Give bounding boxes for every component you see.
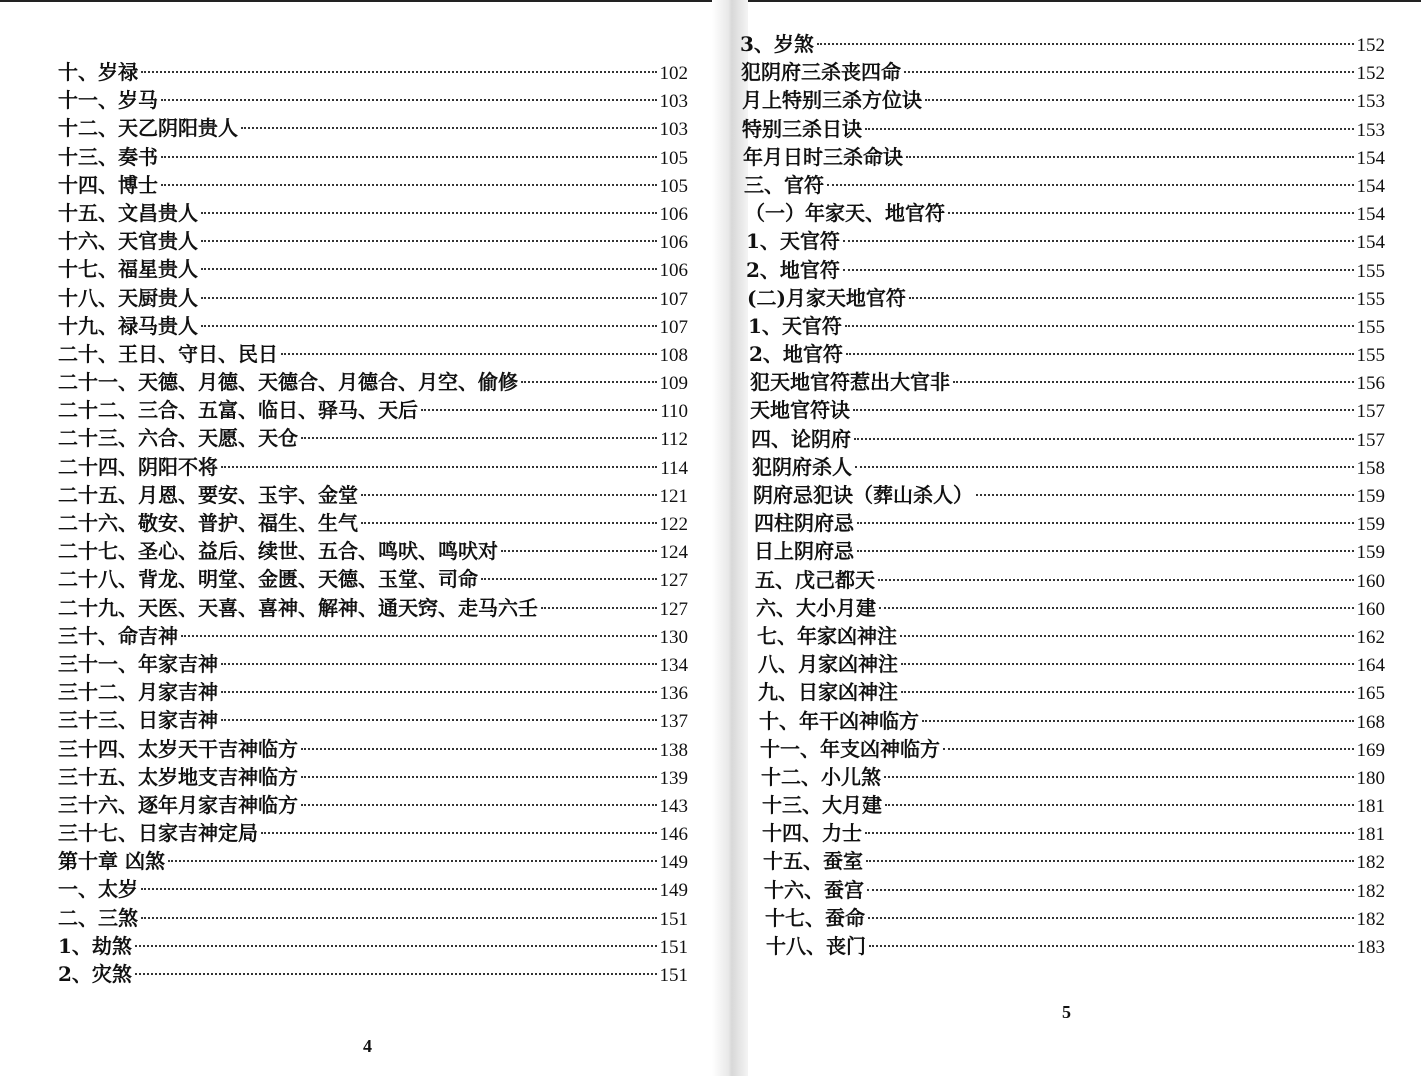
toc-entry	[740, 312, 1385, 340]
dot-leader	[201, 240, 657, 242]
toc-entry-title: 2、地官符	[749, 342, 843, 367]
toc-entry-title: 八、月家凶神注	[758, 652, 898, 677]
toc-entry-page: 149	[659, 880, 688, 902]
dot-leader	[181, 635, 657, 637]
toc-entry	[58, 706, 688, 734]
dot-leader	[925, 99, 1354, 101]
dot-leader	[361, 522, 657, 524]
toc-entry-page: 154	[1356, 204, 1385, 226]
toc-entry	[58, 509, 688, 537]
dot-leader	[827, 184, 1354, 186]
toc-entry	[58, 763, 688, 791]
toc-entry-title: 二十一、天德、月德、天德合、月德合、月空、偷修	[58, 370, 518, 395]
toc-entry	[740, 650, 1385, 678]
toc-entry-title: 四、论阴府	[751, 426, 851, 451]
dot-leader	[301, 437, 657, 439]
toc-entry	[58, 678, 688, 706]
dot-leader	[421, 409, 657, 411]
toc-entry	[58, 114, 688, 142]
toc-entry-page: 110	[660, 401, 688, 423]
toc-entry-page: 159	[1356, 514, 1385, 536]
toc-entry	[58, 594, 688, 622]
toc-entry-page: 158	[1356, 457, 1385, 479]
toc-entry-title: (二)月家天地官符	[747, 285, 906, 310]
dot-leader	[261, 832, 657, 834]
toc-entry-title: 四柱阴府忌	[754, 511, 854, 536]
toc-entry-title: 犯天地官符惹出大官非	[750, 370, 950, 395]
toc-entry	[58, 960, 688, 988]
toc-entry-title: 十四、博士	[58, 172, 158, 197]
toc-entry	[740, 199, 1385, 227]
toc-entry-page: 156	[1356, 373, 1385, 395]
toc-entry	[58, 284, 688, 312]
toc-entry-title: 二十七、圣心、益后、续世、五合、鸣吠、鸣吠对	[58, 539, 498, 564]
dot-leader	[843, 269, 1354, 271]
dot-leader	[135, 945, 657, 947]
toc-entry-title: 十一、年支凶神临方	[760, 736, 940, 761]
toc-entry	[740, 453, 1385, 481]
toc-entry-title: 三十三、日家吉神	[58, 708, 218, 733]
toc-entry-page: 149	[659, 852, 688, 874]
toc-entry	[740, 566, 1385, 594]
dot-leader	[481, 578, 657, 580]
toc-entry-page: 165	[1356, 683, 1385, 705]
toc-entry-title: 2、灾煞	[58, 962, 132, 986]
toc-entry-page: 153	[1356, 91, 1385, 113]
toc-entry-page: 146	[659, 824, 688, 846]
dot-leader	[846, 353, 1354, 355]
toc-entry-page: 154	[1356, 232, 1385, 254]
dot-leader	[904, 71, 1354, 73]
dot-leader	[866, 860, 1354, 862]
toc-entry-title: 天地官符诀	[750, 398, 850, 423]
toc-entry-page: 153	[1356, 119, 1385, 141]
dot-leader	[948, 212, 1354, 214]
toc-entry	[740, 932, 1385, 960]
toc-entry-page: 107	[659, 316, 688, 338]
toc-entry	[740, 847, 1385, 875]
dot-leader	[201, 325, 657, 327]
dot-leader	[878, 579, 1354, 581]
toc-entry-page: 160	[1356, 570, 1385, 592]
toc-entry-page: 103	[659, 119, 688, 141]
toc-entry	[58, 340, 688, 368]
toc-entry-title: 十八、丧门	[766, 934, 866, 958]
toc-entry-title: 三十四、太岁天干吉神临方	[58, 736, 298, 761]
dot-leader	[141, 917, 657, 919]
toc-entry-page: 122	[659, 514, 688, 535]
toc-entry-page: 182	[1356, 880, 1385, 902]
dot-leader	[976, 494, 1354, 496]
toc-entry-title: 三十五、太岁地支吉神临方	[58, 764, 298, 789]
toc-entry	[740, 735, 1385, 763]
toc-entry-title: 二十五、月恩、要安、玉宇、金堂	[58, 482, 358, 507]
dot-leader	[521, 381, 657, 383]
toc-entry-page: 155	[1356, 345, 1385, 367]
toc-entry	[58, 58, 688, 86]
toc-entry-page: 103	[659, 91, 688, 113]
toc-entry-page: 182	[1356, 852, 1385, 874]
toc-entry	[740, 678, 1385, 706]
dot-leader	[901, 663, 1354, 665]
toc-entry-title: 3、岁煞	[740, 32, 814, 56]
toc-entry-page: 164	[1356, 655, 1385, 677]
toc-entry	[740, 256, 1385, 284]
toc-entry-title: 十三、奏书	[58, 144, 158, 169]
toc-entry	[740, 58, 1385, 86]
toc-entry	[58, 424, 688, 452]
right-page	[740, 0, 1421, 1076]
dot-leader	[857, 522, 1354, 524]
toc-entry-title: 五、戊己都天	[755, 567, 875, 592]
dot-leader	[281, 353, 657, 355]
toc-entry-page: 180	[1356, 767, 1385, 789]
toc-entry-title: 第十章 凶煞	[58, 849, 165, 874]
toc-entry-page: 108	[659, 344, 688, 366]
toc-entry-page: 102	[659, 63, 688, 84]
toc-entry-page: 159	[1356, 542, 1385, 564]
toc-entry-title: 十五、文昌贵人	[58, 200, 198, 225]
toc-entry-page: 138	[659, 739, 688, 761]
toc-entry	[740, 594, 1385, 622]
toc-entry	[58, 481, 688, 509]
toc-entry-title: 二十八、背龙、明堂、金匮、天德、玉堂、司命	[58, 567, 478, 592]
toc-entry-page: 112	[660, 429, 688, 451]
dot-leader	[879, 607, 1354, 609]
dot-leader	[845, 325, 1354, 327]
toc-entry	[740, 340, 1385, 368]
toc-entry-page: 106	[659, 203, 688, 225]
toc-entry-title: 二十六、敬安、普护、福生、生气	[58, 511, 358, 535]
toc-entry-page: 155	[1356, 316, 1385, 338]
toc-entry-page: 155	[1356, 288, 1385, 310]
toc-entry-page: 127	[659, 598, 688, 620]
toc-entry	[740, 707, 1385, 735]
dot-leader	[201, 268, 657, 270]
toc-entry-title: 三十、命吉神	[58, 623, 178, 648]
toc-entry	[740, 819, 1385, 847]
toc-entry	[58, 819, 688, 847]
toc-entry-page: 127	[659, 570, 688, 592]
toc-entry-title: 六、大小月建	[756, 595, 876, 620]
toc-entry	[58, 622, 688, 650]
dot-leader	[301, 776, 657, 778]
toc-entry-title: 犯阴府杀人	[752, 454, 852, 479]
toc-entry-title: 三十二、月家吉神	[58, 680, 218, 705]
toc-entry	[58, 86, 688, 114]
dot-leader	[853, 409, 1354, 411]
dot-leader	[221, 466, 657, 468]
left-page-number: 4	[363, 1036, 372, 1056]
toc-entry-title: 十八、天厨贵人	[58, 285, 198, 310]
toc-entry-title: （一）年家天、地官符	[745, 201, 945, 226]
toc-entry-page: 183	[1356, 937, 1385, 958]
toc-entry-title: 1、天官符	[748, 313, 842, 338]
toc-entry-title: 2、地官符	[746, 257, 840, 282]
toc-entry-page: 157	[1356, 401, 1385, 423]
toc-entry	[740, 622, 1385, 650]
toc-entry-page: 139	[659, 767, 688, 789]
toc-entry	[740, 537, 1385, 565]
toc-entry-page: 130	[659, 626, 688, 648]
dot-leader	[201, 212, 657, 214]
dot-leader	[854, 438, 1354, 440]
toc-entry-page: 160	[1356, 598, 1385, 620]
dot-leader	[221, 719, 657, 721]
toc-entry	[740, 396, 1385, 424]
toc-entry	[740, 368, 1385, 396]
dot-leader	[301, 748, 657, 750]
dot-leader	[865, 128, 1354, 130]
toc-entry	[58, 255, 688, 283]
toc-entry-page: 154	[1356, 175, 1385, 197]
toc-entry	[58, 171, 688, 199]
toc-entry-title: 犯阴府三杀丧四命	[741, 60, 901, 85]
toc-entry-title: 二十三、六合、天愿、天仓	[58, 426, 298, 451]
dot-leader	[501, 550, 657, 552]
dot-leader	[161, 99, 657, 101]
toc-entry-page: 157	[1356, 429, 1385, 451]
dot-leader	[168, 860, 657, 862]
dot-leader	[161, 156, 657, 158]
toc-entry-page: 109	[659, 373, 688, 395]
toc-entry	[740, 425, 1385, 453]
toc-entry-page: 181	[1356, 796, 1385, 818]
dot-leader	[361, 494, 657, 496]
toc-entry-title: 十六、蚕宫	[764, 877, 864, 902]
dot-leader	[221, 691, 657, 693]
toc-entry-page: 137	[659, 711, 688, 733]
toc-entry	[58, 932, 688, 960]
toc-entry-title: 十二、小儿煞	[761, 764, 881, 789]
toc-entry-page: 106	[659, 232, 688, 254]
dot-leader	[201, 297, 657, 299]
toc-entry-page: 151	[659, 965, 688, 986]
toc-entry-title: 十、岁禄	[58, 60, 138, 84]
toc-entry	[740, 143, 1385, 171]
toc-entry-title: 三、官符	[744, 172, 824, 197]
toc-entry-title: 二十四、阴阳不将	[58, 454, 218, 479]
toc-entry	[58, 735, 688, 763]
toc-entry-title: 七、年家凶神注	[757, 623, 897, 648]
toc-entry-title: 十一、岁马	[58, 88, 158, 113]
toc-entry-title: 特别三杀日诀	[742, 116, 862, 141]
toc-entry-title: 一、太岁	[58, 877, 138, 902]
toc-entry-title: 九、日家凶神注	[758, 680, 898, 705]
dot-leader	[922, 720, 1354, 722]
toc-entry-page: 106	[659, 260, 688, 282]
toc-entry-title: 月上特别三杀方位诀	[742, 88, 922, 113]
toc-entry-title: 十九、禄马贵人	[58, 313, 198, 338]
toc-entry-title: 阴府忌犯诀（葬山杀人）	[753, 483, 973, 507]
toc-entry-page: 152	[1356, 63, 1385, 85]
toc-entry-title: 年月日时三杀命诀	[743, 144, 903, 169]
toc-entry-page: 181	[1356, 824, 1385, 846]
dot-leader	[885, 804, 1354, 806]
toc-entry	[58, 537, 688, 565]
dot-leader	[900, 635, 1354, 637]
toc-entry	[58, 791, 688, 819]
toc-entry-title: 三十一、年家吉神	[58, 651, 218, 676]
toc-entry-title: 十五、蚕室	[763, 849, 863, 874]
toc-entry-page: 154	[1356, 147, 1385, 169]
toc-entry-title: 十七、蚕命	[765, 905, 865, 930]
toc-entry-title: 日上阴府忌	[754, 539, 854, 564]
toc-entry-title: 十三、大月建	[762, 793, 882, 818]
dot-leader	[884, 776, 1354, 778]
toc-entry	[58, 143, 688, 171]
toc-entry	[740, 227, 1385, 255]
toc-entry	[58, 904, 688, 932]
right-page-number: 5	[1062, 1002, 1071, 1022]
dot-leader	[817, 43, 1354, 45]
toc-entry	[740, 86, 1385, 114]
toc-entry	[58, 227, 688, 255]
toc-entry	[740, 171, 1385, 199]
toc-entry	[58, 396, 688, 424]
toc-entry-title: 1、天官符	[746, 229, 840, 254]
toc-entry	[740, 115, 1385, 143]
toc-entry	[740, 481, 1385, 509]
toc-entry-page: 168	[1356, 711, 1385, 733]
toc-entry-page: 121	[659, 485, 688, 507]
dot-leader	[301, 804, 657, 806]
toc-entry-page: 107	[659, 288, 688, 310]
toc-entry-page: 151	[659, 936, 688, 958]
dot-leader	[135, 973, 657, 975]
toc-entry-page: 182	[1356, 908, 1385, 930]
dot-leader	[953, 381, 1354, 383]
dot-leader	[865, 832, 1354, 834]
dot-leader	[141, 888, 657, 890]
toc-entry-page: 136	[659, 683, 688, 705]
toc-entry	[740, 763, 1385, 791]
toc-entry	[58, 312, 688, 340]
toc-entry	[58, 199, 688, 227]
dot-leader	[909, 297, 1354, 299]
toc-entry-page: 152	[1356, 35, 1385, 56]
dot-leader	[241, 127, 657, 129]
toc-entry-title: 二十二、三合、五富、临日、驿马、天后	[58, 398, 418, 423]
toc-entry	[58, 847, 688, 875]
toc-entry-title: 十六、天官贵人	[58, 229, 198, 254]
toc-entry	[58, 875, 688, 903]
dot-leader	[161, 184, 657, 186]
dot-leader	[855, 466, 1354, 468]
toc-entry-title: 十四、力士	[762, 821, 862, 846]
toc-entry-title: 二、三煞	[58, 905, 138, 930]
toc-entry-page: 114	[660, 457, 688, 479]
toc-entry-page: 134	[659, 654, 688, 676]
toc-entry-title: 二十九、天医、天喜、喜神、解神、通天窍、走马六壬	[58, 595, 538, 620]
dot-leader	[943, 748, 1354, 750]
dot-leader	[857, 550, 1354, 552]
dot-leader	[221, 663, 657, 665]
toc-entry	[58, 650, 688, 678]
toc-entry-page: 124	[659, 542, 688, 564]
left-toc-list	[58, 58, 688, 988]
toc-entry	[58, 368, 688, 396]
dot-leader	[868, 917, 1354, 919]
toc-entry-title: 三十七、日家吉神定局	[58, 821, 258, 846]
toc-entry-page: 169	[1356, 739, 1385, 761]
toc-entry	[58, 453, 688, 481]
toc-entry-title: 十、年干凶神临方	[759, 708, 919, 733]
toc-entry	[58, 565, 688, 593]
toc-entry	[740, 904, 1385, 932]
right-toc-list	[740, 30, 1385, 960]
toc-entry-page: 155	[1356, 260, 1385, 282]
toc-entry-page: 105	[659, 147, 688, 169]
toc-entry-title: 十七、福星贵人	[58, 257, 198, 282]
dot-leader	[867, 889, 1354, 891]
toc-entry	[740, 791, 1385, 819]
toc-entry-title: 1、劫煞	[58, 933, 132, 958]
toc-entry	[740, 284, 1385, 312]
toc-entry-title: 十二、天乙阴阳贵人	[58, 116, 238, 141]
dot-leader	[906, 156, 1354, 158]
dot-leader	[901, 691, 1354, 693]
toc-entry-title: 二十、王日、守日、民日	[58, 341, 278, 366]
toc-entry-page: 159	[1356, 486, 1385, 507]
toc-entry-title: 三十六、逐年月家吉神临方	[58, 792, 298, 817]
toc-entry	[740, 876, 1385, 904]
dot-leader	[141, 71, 657, 73]
dot-leader	[541, 607, 657, 609]
dot-leader	[869, 945, 1354, 947]
toc-entry-page: 143	[659, 795, 688, 817]
toc-entry	[740, 509, 1385, 537]
toc-entry-page: 105	[659, 175, 688, 197]
toc-entry-page: 151	[659, 908, 688, 930]
toc-entry-page: 162	[1356, 626, 1385, 648]
toc-entry	[740, 30, 1385, 58]
dot-leader	[843, 240, 1354, 242]
